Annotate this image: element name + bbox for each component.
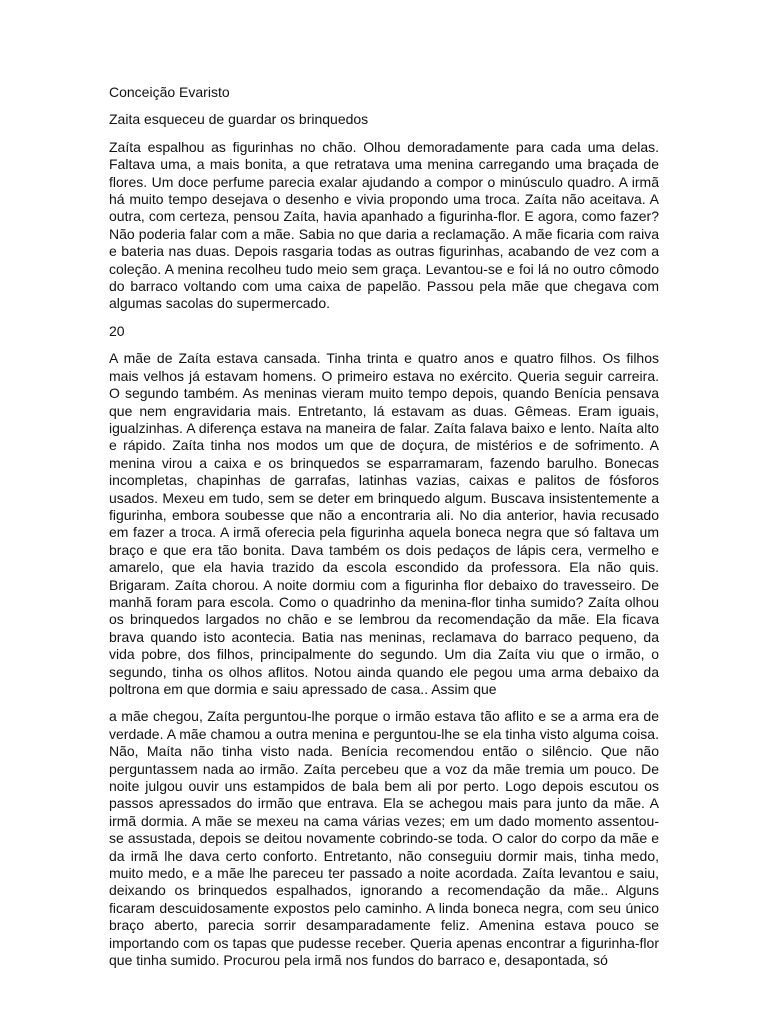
paragraph: a mãe chegou, Zaíta perguntou-lhe porque o irmão estava tão aflito e se a arma era de verdade. A mãe chamou a outra menina e perguntou-lhe se ela tinha visto alguma coisa. Não, Maíta não tinha visto nada. Benícia recomendou então o silêncio. Que não perguntassem nada ao irmão. Zaíta percebeu que a voz da mãe tremia um pouco. De noite julgou ouvir uns estampidos de bala bem ali por perto. Logo depois escutou os passos apressados do irmão que entrava. Ela se achegou mais para junto da mãe. A irmã dormia. A mãe se mexeu na cama várias vezes; em um dado momento assentou-se assustada, depois se deitou novamente cobrindo-se toda. O calor do corpo da mãe e da irmã lhe dava certo conforto. Entretanto, não conseguiu dormir mais, tinha medo, muito medo, e a mãe lhe pareceu ter passado a noite acordada. Zaíta levantou e saiu, deixando os brinquedos espalhados, ignorando a recomendação da mãe.. Alguns ficaram descuidosamente expostos pelo caminho. A linda boneca negra, com seu único braço aberto, parecia sorrir desamparadamente feliz. Amenina estava pouco se importando com os tapas que pudesse receber. Queria apenas encontrar a figurinha-flor que tinha sumido. Procurou pela irmã nos fundos do barraco e, desapontada, só [109, 708, 659, 969]
document-body [109, 84, 659, 980]
paragraph: Zaíta espalhou as figurinhas no chão. Olhou demoradamente para cada uma delas. Faltava uma, a mais bonita, a que retratava uma menina carregando uma braçada de flores. Um doce perfume parecia exalar ajudando a compor o minúsculo quadro. A irmã há muito tempo desejava o desenho e vivia propondo uma troca. Zaíta não aceitava. A outra, com certeza, pensou Zaíta, havia apanhado a figurinha-flor. E agora, como fazer? Não poderia falar com a mãe. Sabia no que daria a reclamação. A mãe ficaria com raiva e bateria nas duas. Depois rasgaria todas as outras figurinhas, acabando de vez com a coleção. A menina recolheu tudo meio sem graça. Levantou-se e foi lá no outro cômodo do barraco voltando com uma caixa de papelão. Passou pela mãe que chegava com algumas sacolas do supermercado. [109, 138, 659, 312]
page-number: 20 [109, 322, 125, 339]
story-title: Zaita esqueceu de guardar os brinquedos [109, 111, 369, 128]
paragraph: A mãe de Zaíta estava cansada. Tinha trinta e quatro anos e quatro filhos. Os filhos mais velhos já estavam homens. O primeiro estava no exército. Queria seguir carreira. O segundo também. As meninas vieram muito tempo depois, quando Benícia pensava que nem engravidaria mais. Entretanto, lá estavam as duas. Gêmeas. Eram iguais, igualzinhas. A diferença estava na maneira de falar. Zaíta falava baixo e lento. Naíta alto e rápido. Zaíta tinha nos modos um que de doçura, de mistérios e de sofrimento. A menina virou a caixa e os brinquedos se esparramaram, fazendo barulho. Bonecas incompletas, chapinhas de garrafas, latinhas vazias, caixas e palitos de fósforos usados. Mexeu em tudo, sem se deter em brinquedo algum. Buscava insistentemente a figurinha, embora soubesse que não a encontraria ali. No dia anterior, havia recusado em fazer a troca. A irmã oferecia pela figurinha aquela boneca negra que só faltava um braço e que era tão bonita. Dava também os dois pedaços de lápis cera, vermelho e amarelo, que ela havia trazido da escola escondido da professora. Ela não quis. Brigaram. Zaíta chorou. A noite dormiu com a figurinha flor debaixo do travesseiro. De manhã foram para escola. Como o quadrinho da menina-flor tinha sumido? Zaíta olhou os brinquedos largados no chão e se lembrou da recomendação da mãe. Ela ficava brava quando isto acontecia. Batia nas meninas, reclamava do barraco pequeno, da vida pobre, dos filhos, principalmente do segundo. Um dia Zaíta viu que o irmão, o segundo, tinha os olhos aflitos. Notou ainda quando ele pegou uma arma debaixo da poltrona em que dormia e saiu apressado de casa.. Assim que [109, 350, 659, 697]
author-name: Conceição Evaristo [109, 84, 230, 100]
